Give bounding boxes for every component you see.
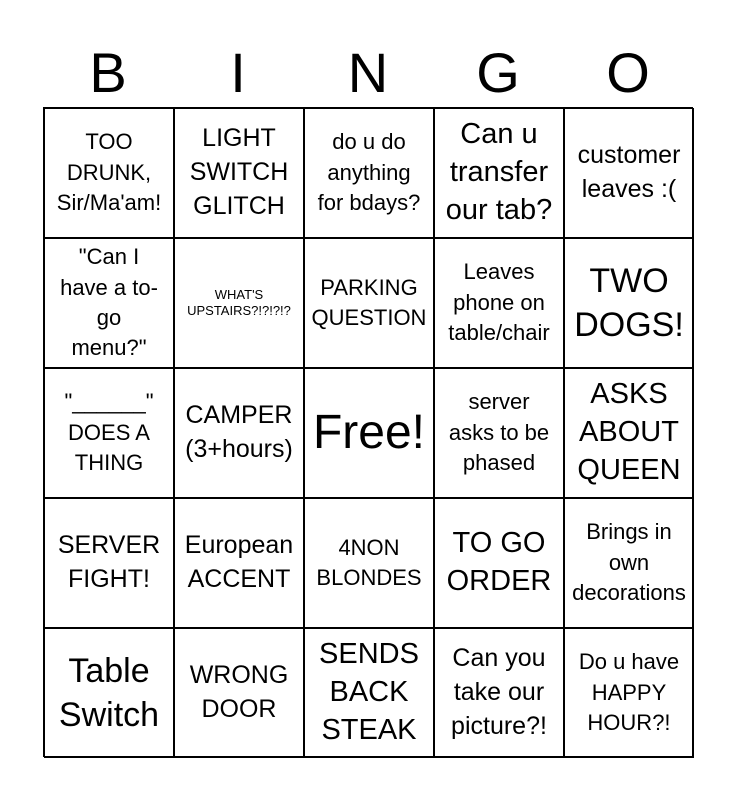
bingo-cell[interactable]: WRONG DOOR <box>174 628 304 758</box>
header-letter-o: O <box>606 41 650 104</box>
bingo-cell[interactable]: Table Switch <box>44 628 174 758</box>
bingo-cell[interactable]: PARKING QUESTION <box>304 238 434 368</box>
bingo-cell[interactable]: customer leaves :( <box>564 108 694 238</box>
bingo-cell[interactable]: TO GO ORDER <box>434 498 564 628</box>
bingo-cell[interactable]: Leaves phone on table/chair <box>434 238 564 368</box>
bingo-cell[interactable]: Can u transfer our tab? <box>434 108 564 238</box>
header-letter-b: B <box>89 41 127 104</box>
bingo-cell[interactable]: "Can I have a to- go menu?" <box>44 238 174 368</box>
header-letter-i: I <box>230 41 246 104</box>
bingo-cell[interactable]: CAMPER (3+hours) <box>174 368 304 498</box>
bingo-cell[interactable]: 4NON BLONDES <box>304 498 434 628</box>
bingo-cell[interactable]: TWO DOGS! <box>564 238 694 368</box>
bingo-header <box>43 40 693 106</box>
bingo-cell[interactable]: WHAT'S UPSTAIRS?!?!?!? <box>174 238 304 368</box>
bingo-cell[interactable]: European ACCENT <box>174 498 304 628</box>
bingo-cell[interactable]: server asks to be phased <box>434 368 564 498</box>
header-letter-n: N <box>347 41 389 104</box>
header-letter-g: G <box>476 41 520 104</box>
bingo-card-grid <box>43 107 693 757</box>
bingo-cell[interactable]: LIGHT SWITCH GLITCH <box>174 108 304 238</box>
bingo-cell[interactable]: SENDS BACK STEAK <box>304 628 434 758</box>
bingo-cell[interactable]: SERVER FIGHT! <box>44 498 174 628</box>
bingo-cell[interactable]: "______" DOES A THING <box>44 368 174 498</box>
bingo-cell[interactable]: Brings in own decorations <box>564 498 694 628</box>
bingo-cell[interactable]: do u do anything for bdays? <box>304 108 434 238</box>
bingo-cell-free-space[interactable]: Free! <box>304 368 434 498</box>
bingo-cell[interactable]: ASKS ABOUT QUEEN <box>564 368 694 498</box>
bingo-cell[interactable]: TOO DRUNK, Sir/Ma'am! <box>44 108 174 238</box>
bingo-cell[interactable]: Do u have HAPPY HOUR?! <box>564 628 694 758</box>
bingo-cell[interactable]: Can you take our picture?! <box>434 628 564 758</box>
